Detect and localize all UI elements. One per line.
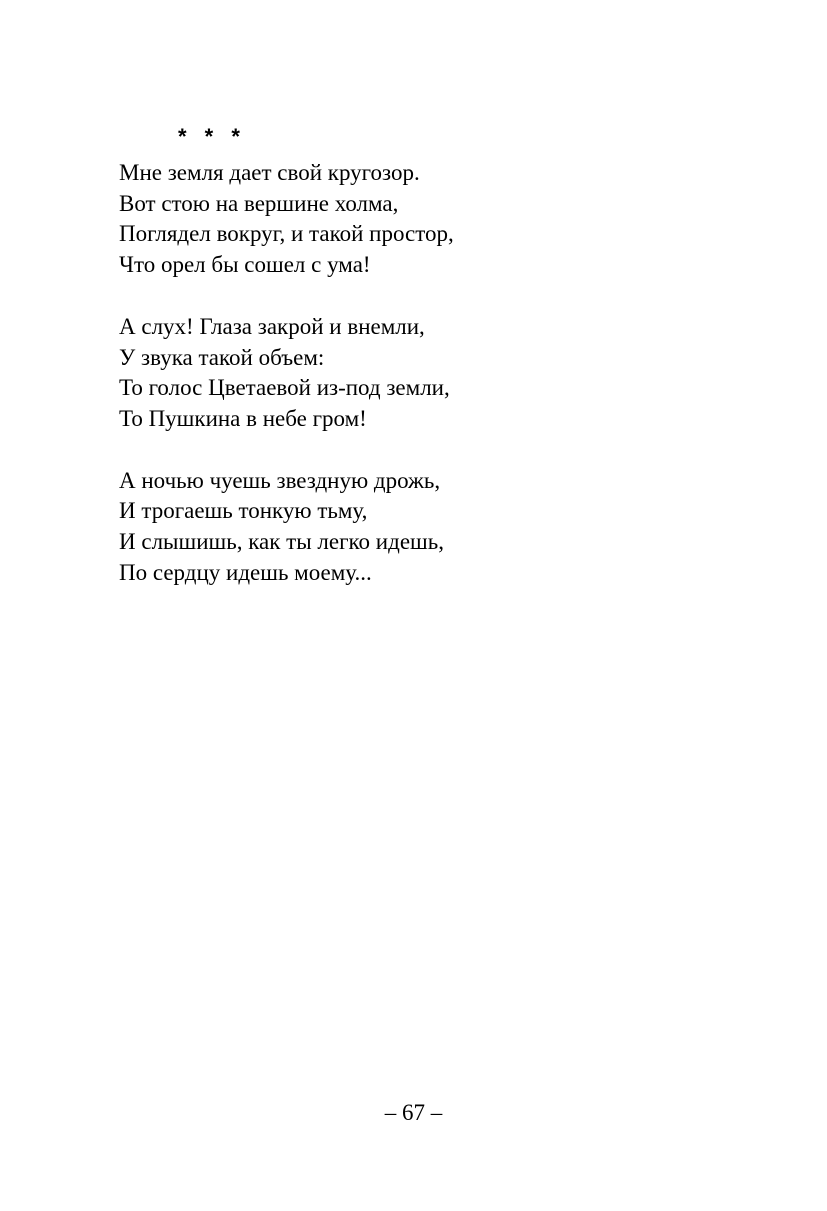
poem-line: У звука такой объем: (119, 344, 325, 370)
stanza-3 (119, 466, 719, 589)
poem-line: По сердцу идешь моему... (119, 559, 372, 585)
poem-line: Что орел бы сошел с ума! (119, 252, 371, 278)
poem-line: И трогаешь тонкую тьму, (119, 498, 368, 524)
stanza-1 (119, 158, 719, 281)
poem-line: То Пушкина в небе гром! (119, 405, 367, 431)
poem-line: А слух! Глаза закрой и внемли, (119, 313, 425, 339)
poem-line: А ночью чуешь звездную дрожь, (119, 467, 441, 493)
stanza-2 (119, 312, 719, 435)
poem-line: Поглядел вокруг, и такой простор, (119, 221, 454, 247)
poem-title: * * * (178, 124, 246, 149)
poem-line: И слышишь, как ты легко идешь, (119, 529, 444, 555)
poem-line: То голос Цветаевой из-под земли, (119, 375, 450, 401)
poem-line: Вот стою на вершине холма, (119, 190, 399, 216)
page-number: – 67 – (384, 1100, 443, 1125)
poem-line: Мне земля дает свой кругозор. (119, 160, 420, 185)
poem (119, 124, 719, 619)
